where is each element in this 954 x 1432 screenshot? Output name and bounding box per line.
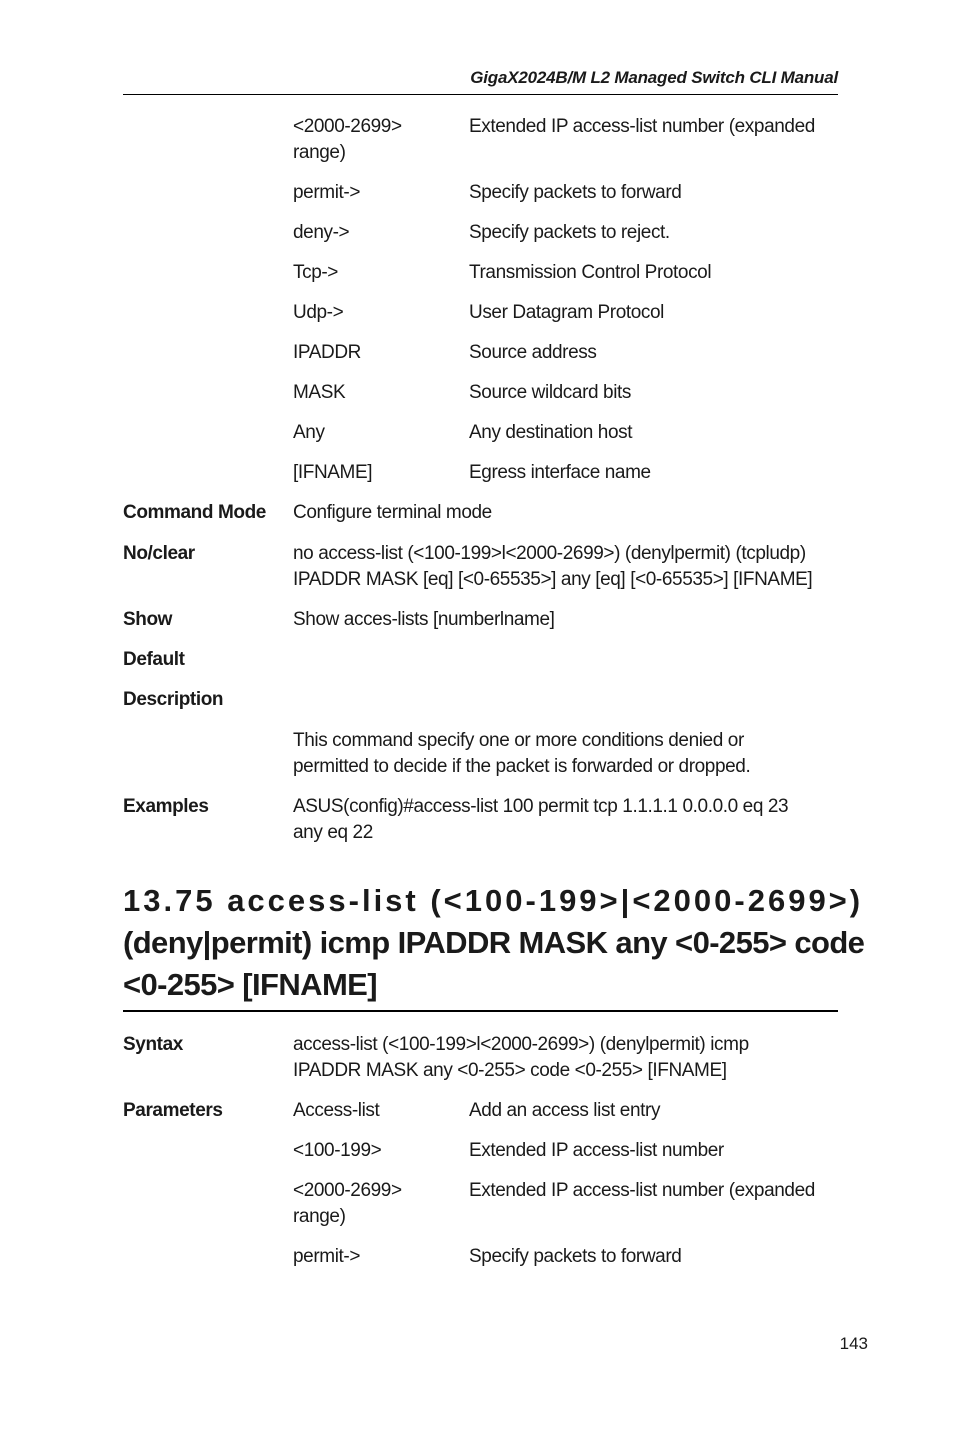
examples-label: Examples [123, 796, 209, 817]
param-desc: Add an access list entry [469, 1100, 661, 1121]
default-label: Default [123, 649, 185, 670]
param-name: <2000-2699> [293, 1180, 402, 1201]
description-line: permitted to decide if the packet is forwarded or dropped. [293, 756, 751, 777]
header-rule [123, 94, 838, 95]
param-desc: Extended IP access-list number [469, 1140, 724, 1161]
param-desc: Extended IP access-list number (expanded [469, 116, 815, 137]
syntax-label: Syntax [123, 1034, 183, 1055]
show-value: Show acces-lists [numberlname] [293, 609, 555, 630]
param-name-cont: range) [293, 142, 346, 163]
param-name: Tcp-> [293, 262, 338, 283]
param-desc: Source address [469, 342, 597, 363]
param-name: [IFNAME] [293, 462, 373, 483]
param-name: MASK [293, 382, 346, 403]
param-desc: User Datagram Protocol [469, 302, 664, 323]
section-title-line: 13.75 access-list (<100-199>|<2000-2699>) [123, 883, 864, 918]
param-desc: Specify packets to forward [469, 182, 682, 203]
param-desc: Specify packets to reject. [469, 222, 670, 243]
param-name: permit-> [293, 1246, 361, 1267]
param-name: <100-199> [293, 1140, 382, 1161]
section-title-line: <0-255> [IFNAME] [123, 967, 377, 1002]
param-name: <2000-2699> [293, 116, 402, 137]
description-label: Description [123, 689, 224, 710]
param-desc: Specify packets to forward [469, 1246, 682, 1267]
no-clear-line: IPADDR MASK [eq] [<0-65535>] any [eq] [<0-65535>] [IFNAME] [293, 569, 813, 590]
show-label: Show [123, 609, 173, 630]
param-name: IPADDR [293, 342, 361, 363]
syntax-line: access-list (<100-199>l<2000-2699>) (denylpermit) icmp [293, 1034, 749, 1055]
param-desc: Egress interface name [469, 462, 651, 483]
parameters-label: Parameters [123, 1100, 223, 1121]
param-desc: Extended IP access-list number (expanded [469, 1180, 815, 1201]
param-name: Udp-> [293, 302, 344, 323]
section-rule [123, 1010, 838, 1012]
command-mode-label: Command Mode [123, 502, 266, 523]
command-mode-value: Configure terminal mode [293, 502, 492, 523]
no-clear-line: no access-list (<100-199>l<2000-2699>) (denylpermit) (tcpludp) [293, 543, 806, 564]
param-name: permit-> [293, 182, 361, 203]
syntax-line: IPADDR MASK any <0-255> code <0-255> [IFNAME] [293, 1060, 727, 1081]
running-header: GigaX2024B/M L2 Managed Switch CLI Manual [470, 68, 838, 87]
param-name: deny-> [293, 222, 350, 243]
example-line: ASUS(config)#access-list 100 permit tcp 1.1.1.1 0.0.0.0 eq 23 [293, 796, 789, 817]
param-name: Any [293, 422, 325, 443]
example-line: any eq 22 [293, 822, 373, 843]
no-clear-label: No/clear [123, 543, 195, 564]
param-name: Access-list [293, 1100, 380, 1121]
param-desc: Source wildcard bits [469, 382, 632, 403]
page-number: 143 [839, 1334, 868, 1353]
param-name-cont: range) [293, 1206, 346, 1227]
param-desc: Transmission Control Protocol [469, 262, 712, 283]
description-line: This command specify one or more conditions denied or [293, 730, 744, 751]
param-desc: Any destination host [469, 422, 633, 443]
section-title-line: (deny|permit) icmp IPADDR MASK any <0-255> code [123, 925, 865, 960]
